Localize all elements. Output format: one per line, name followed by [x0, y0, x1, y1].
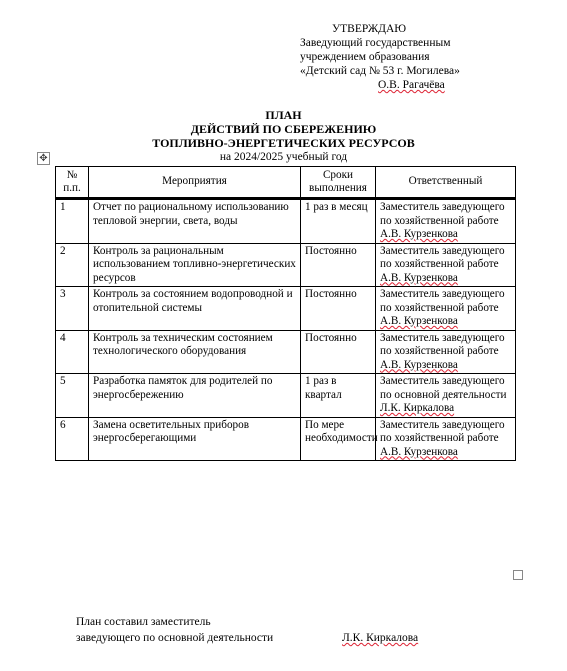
row-responsible [376, 243, 516, 287]
row-number: 2 [56, 243, 89, 287]
footer-signature-name: Л.К. Киркалова [342, 632, 419, 644]
row-term: Постоянно [301, 243, 376, 287]
table-move-handle-icon[interactable]: ✥ [37, 152, 50, 165]
approval-block [300, 22, 460, 92]
row-number: 3 [56, 287, 89, 331]
row-number: 6 [56, 417, 89, 461]
row-term: Постоянно [301, 330, 376, 374]
table-resize-handle[interactable] [513, 570, 523, 580]
header-event: Мероприятия [89, 167, 301, 199]
row-event: Контроль за состоянием водопроводной и отопительной системы [89, 287, 301, 331]
row-term: 1 раз в квартал [301, 374, 376, 418]
title-line-3: ТОПЛИВНО-ЭНЕРГЕТИЧЕСКИХ РЕСУРСОВ [152, 136, 415, 150]
header-number-label: № п.п. [63, 168, 81, 194]
title-year: на 2024/2025 учебный год [219, 151, 348, 163]
row-event: Контроль за рациональным использованием топливно-энергетических ресурсов [89, 243, 301, 287]
plan-table [55, 166, 516, 461]
footer-line-1: План составил заместитель [76, 616, 211, 628]
table-row [56, 330, 516, 374]
table-row [56, 200, 516, 244]
table-row [56, 243, 516, 287]
header-term: Сроки выполнения [301, 167, 376, 199]
title-line-2: ДЕЙСТВИЙ ПО СБЕРЕЖЕНИЮ [190, 122, 377, 136]
footer-line-2: заведующего по основной деятельности [76, 632, 274, 644]
row-event: Разработка памяток для родителей по энергосбережению [89, 374, 301, 418]
responsible-role: Заместитель заведующего по хозяйственной работе [380, 201, 505, 227]
responsible-person: А.В. Курзенкова [380, 271, 458, 284]
row-number: 5 [56, 374, 89, 418]
row-responsible [376, 417, 516, 461]
approval-heading: УТВЕРЖДАЮ [332, 23, 407, 35]
responsible-person: Л.К. Киркалова [380, 402, 455, 414]
table-row [56, 374, 516, 418]
header-number [56, 167, 89, 199]
responsible-person: А.В. Курзенкова [380, 228, 458, 240]
header-responsible: Ответственный [376, 167, 516, 199]
approval-line-2: учреждением образования [300, 51, 430, 63]
responsible-person: А.В. Курзенкова [380, 358, 458, 371]
approval-signature-name: О.В. Рагачёва [378, 79, 445, 91]
row-event: Отчет по рациональному использованию тепловой энергии, света, воды [89, 200, 301, 244]
footer-block [76, 614, 273, 646]
approval-line-3: «Детский сад № 53 г. Могилева» [300, 65, 460, 77]
responsible-person: А.В. Курзенкова [380, 315, 458, 327]
row-term: Постоянно [301, 287, 376, 331]
responsible-role: Заместитель заведующего по хозяйственной работе [380, 288, 505, 314]
approval-line-1: Заведующий государственным [300, 37, 451, 49]
responsible-role: Заместитель заведующего по основной деятельности [380, 375, 507, 401]
row-responsible [376, 374, 516, 418]
title-line-1: ПЛАН [265, 108, 302, 122]
row-event: Замена осветительных приборов энергосберегающими [89, 417, 301, 461]
responsible-role: Заместитель заведующего по хозяйственной работе [380, 418, 505, 444]
document-title [0, 108, 567, 164]
table-row [56, 287, 516, 331]
responsible-role: Заместитель заведующего по хозяйственной работе [380, 244, 505, 270]
approval-signature [300, 78, 460, 92]
responsible-person: А.В. Курзенкова [380, 445, 458, 458]
table-header-row [56, 167, 516, 199]
row-responsible [376, 330, 516, 374]
row-term: 1 раз в месяц [301, 200, 376, 244]
table-row [56, 417, 516, 461]
row-number: 4 [56, 330, 89, 374]
footer-signature [342, 630, 418, 646]
row-responsible [376, 200, 516, 244]
row-number: 1 [56, 200, 89, 244]
row-event: Контроль за техническим состоянием технологического оборудования [89, 330, 301, 374]
row-term: По мере необходимости [301, 417, 376, 461]
row-responsible [376, 287, 516, 331]
responsible-role: Заместитель заведующего по хозяйственной работе [380, 331, 505, 357]
